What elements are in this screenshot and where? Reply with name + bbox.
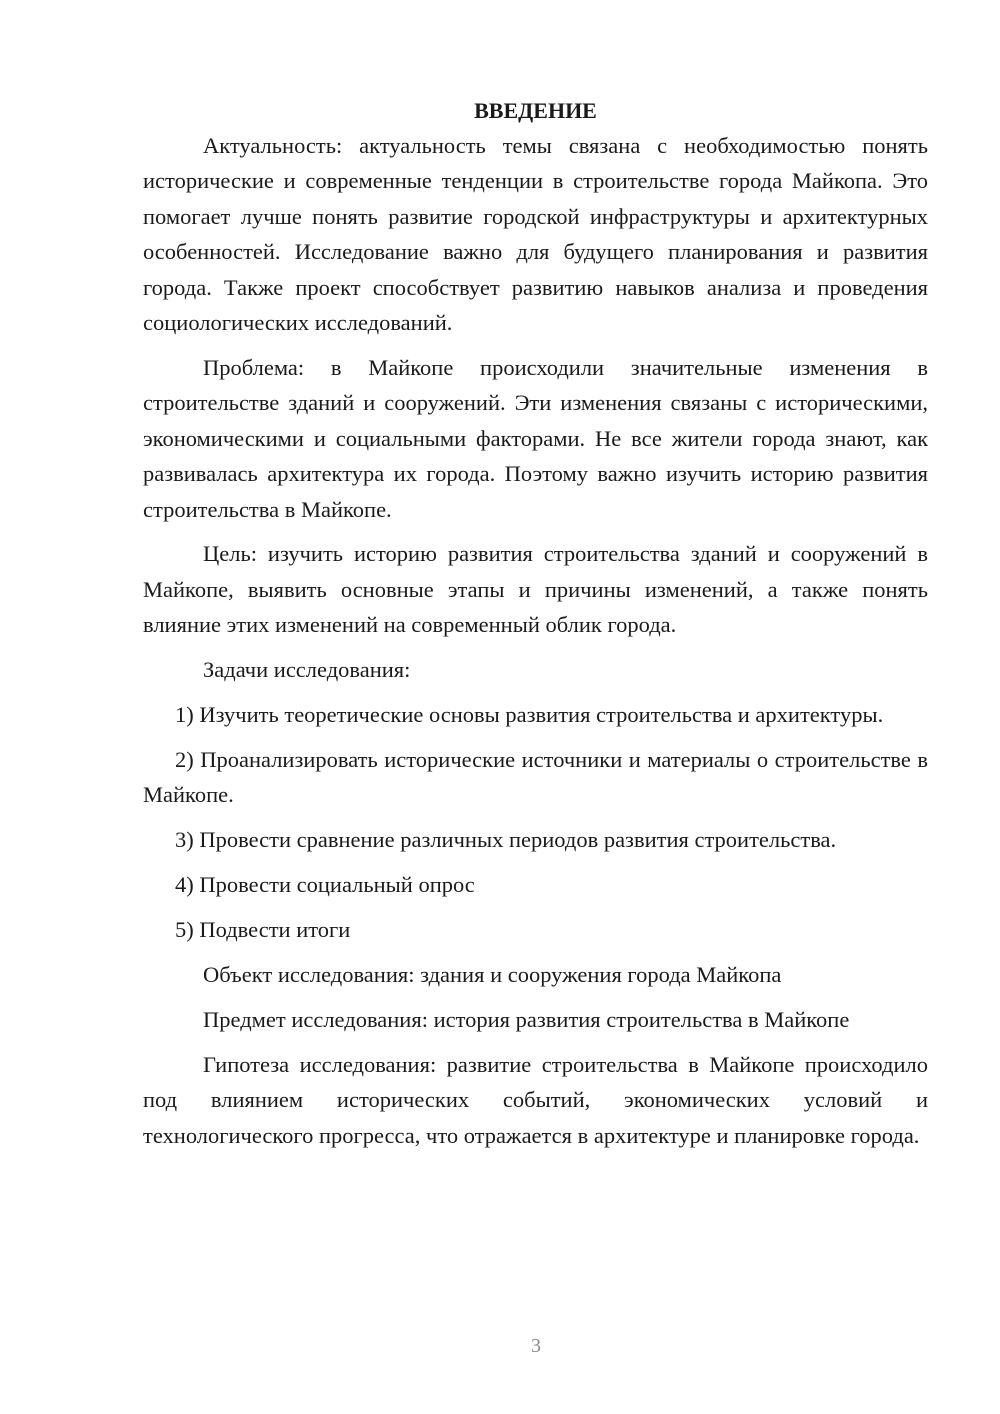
task-item-5: 5) Подвести итоги — [175, 917, 351, 943]
research-subject-paragraph: Предмет исследования: история развития строительства в Майкопе — [203, 1006, 850, 1032]
page-content — [143, 96, 928, 1163]
research-object-paragraph: Объект исследования: здания и сооружения города Майкопа — [203, 962, 782, 988]
task-item-4: 4) Провести социальный опрос — [175, 872, 475, 898]
relevance-paragraph: Актуальность: актуальность темы связана с необходимостью понять исторические и современные тенденции в строительстве города Майкопа. Это помогает лучше понять развитие городской инфраструктуры и архитектурных особенностей. Исследование важно для будущего планирования и развития города. Также проект способствует развитию навыков анализа и проведения социологических исследований. — [143, 133, 928, 336]
task-item-3: 3) Провести сравнение различных периодов развития строительства. — [175, 827, 837, 853]
tasks-heading: Задачи исследования: — [203, 657, 411, 683]
goal-paragraph: Цель: изучить историю развития строительства зданий и сооружений в Майкопе, выявить основные этапы и причины изменений, а также понять влияние этих изменений на современный облик города. — [143, 541, 928, 638]
task-item-2: 2) Проанализировать исторические источники и материалы о строительстве в Майкопе. — [143, 747, 928, 808]
task-item-1: 1) Изучить теоретические основы развития строительства и архитектуры. — [175, 702, 884, 728]
hypothesis-paragraph: Гипотеза исследования: развитие строительства в Майкопе происходило под влиянием исторических событий, экономических условий и технологического прогресса, что отражается в архитектуре и планировке города. — [143, 1051, 928, 1148]
page-number: 3 — [531, 1335, 541, 1357]
section-title: ВВЕДЕНИЕ — [474, 98, 597, 123]
problem-paragraph: Проблема: в Майкопе происходили значительные изменения в строительстве зданий и сооружений. Эти изменения связаны с историческими, экономическими и социальными факторами. Не все жители города знают, как развивалась архитектура их города. Поэтому важно изучить историю развития строительства в Майкопе. — [143, 354, 928, 522]
